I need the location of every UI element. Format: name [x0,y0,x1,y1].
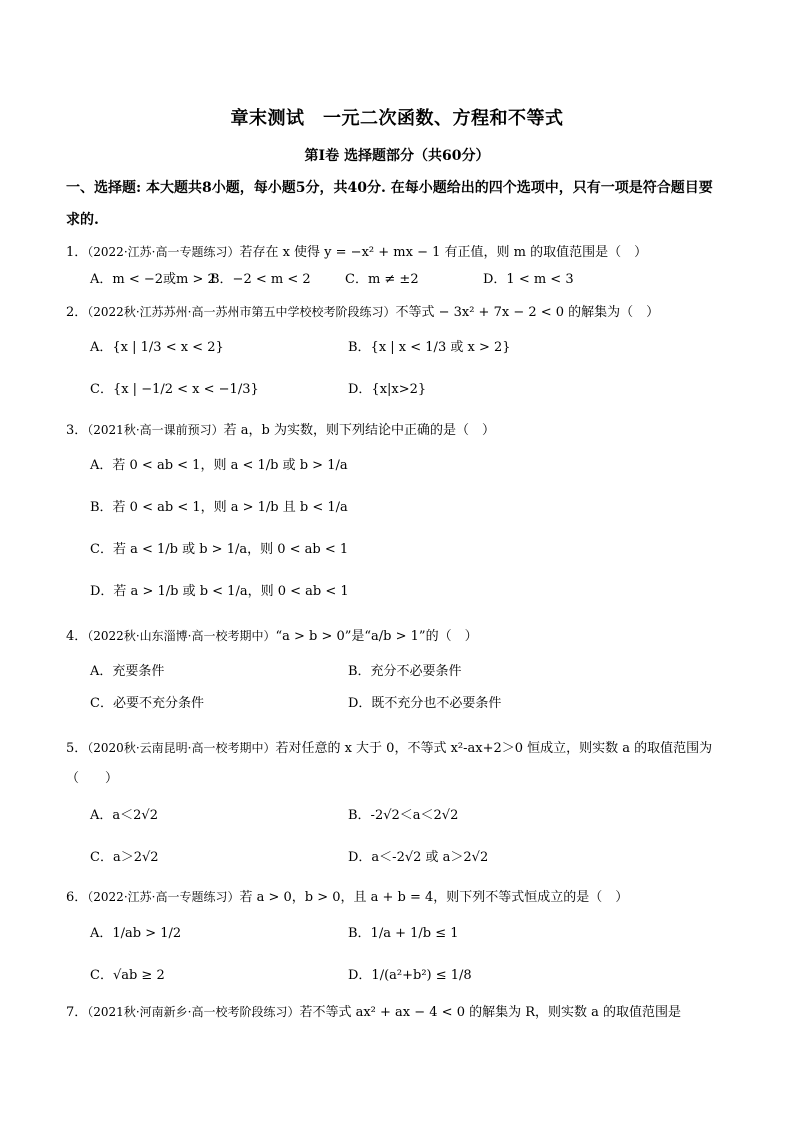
option-a: A．1/ab > 1/2 [90,926,182,941]
question-source: （2020秋·云南昆明·高一校考期中） [87,741,276,755]
option-c: C．若 a < 1/b 或 b > 1/a，则 0 < ab < 1 [90,542,349,557]
question-stem: 若 a，b 为实数，则下列结论中正确的是（ ） [223,423,495,438]
question-source: （2022秋·山东淄博·高一校考期中） [87,629,276,643]
question-number: 5． [66,741,88,756]
option-b: B．{x | x < 1/3 或 x > 2} [348,340,511,355]
option-d: D．a＜-2√2 或 a＞2√2 [348,850,489,865]
option-a: A．若 0 < ab < 1，则 a < 1/b 或 b > 1/a [90,458,348,473]
page-title: 章末测试 一元二次函数、方程和不等式 [230,108,564,129]
question-stem: 若 a > 0，b > 0，且 a + b = 4，则下列不等式恒成立的是（ ） [239,890,629,905]
option-a: A．充要条件 [90,664,165,679]
question-2 [66,302,726,323]
question-source: （2021秋·河南新乡·高一校考阶段练习） [87,1005,300,1019]
question-source: （2022·江苏·高一专题练习） [87,890,240,904]
section-heading: 一、选择题: 本大题共8小题，每小题5分，共40分. 在每小题给出的四个选项中，只有一项是符合题目要求的. [66,180,713,228]
option-c: C．a＞2√2 [90,850,159,865]
question-source: （2021秋·高一课前预习） [87,423,224,437]
question-stem: 若不等式 ax² + ax − 4 < 0 的解集为 R，则实数 a 的取值范围是 [299,1005,682,1020]
question-stem: 若存在 x 使得 y = −x² + mx − 1 有正值，则 m 的取值范围是（ ） [239,245,648,260]
question-number: 2． [66,305,88,320]
question-4 [66,626,726,647]
option-c: C．√ab ≥ 2 [90,968,165,983]
option-c: C．{x | −1/2 < x < −1/3} [90,382,259,397]
option-d: D．若 a > 1/b 或 b < 1/a，则 0 < ab < 1 [90,584,349,599]
option-a: A．{x | 1/3 < x < 2} [90,340,224,355]
question-source: （2022秋·江苏苏州·高一苏州市第五中学校校考阶段练习） [87,305,396,319]
option-d: D．既不充分也不必要条件 [348,696,502,711]
question-3 [66,420,726,441]
question-stem: “a > b > 0”是“a/b > 1”的（ ） [275,629,478,644]
option-b: B．1/a + 1/b ≤ 1 [348,926,459,941]
question-source: （2022·江苏·高一专题练习） [87,245,240,259]
option-d: D．1/(a²+b²) ≤ 1/8 [348,968,472,983]
question-6 [66,887,726,908]
question-7 [66,1002,726,1023]
question-number: 7． [66,1005,88,1020]
page-subtitle: 第Ⅰ卷 选择题部分（共60分） [304,148,490,164]
option-a: A．m < −2或m > 2 [90,272,216,287]
question-5 [66,733,726,794]
question-stem: 不等式 − 3x² + 7x − 2 < 0 的解集为（ ） [395,305,660,320]
option-b: B．−2 < m < 2 [210,272,311,287]
option-d: D．1 < m < 3 [483,272,574,287]
question-number: 4． [66,629,88,644]
question-number: 6． [66,890,88,905]
option-a: A．a＜2√2 [90,808,158,823]
question-1 [66,242,726,263]
option-b: B．-2√2＜a＜2√2 [348,808,459,823]
option-b: B．充分不必要条件 [348,664,462,679]
question-number: 3． [66,423,88,438]
question-stem: 若对任意的 x 大于 0，不等式 x²-ax+2＞0 恒成立，则实数 a 的取值范围为（ ） [66,741,713,786]
option-b: B．若 0 < ab < 1，则 a > 1/b 且 b < 1/a [90,500,348,515]
question-number: 1． [66,245,88,260]
option-d: D．{x|x>2} [348,382,427,397]
option-c: C．m ≠ ±2 [345,272,419,287]
option-c: C．必要不充分条件 [90,696,204,711]
